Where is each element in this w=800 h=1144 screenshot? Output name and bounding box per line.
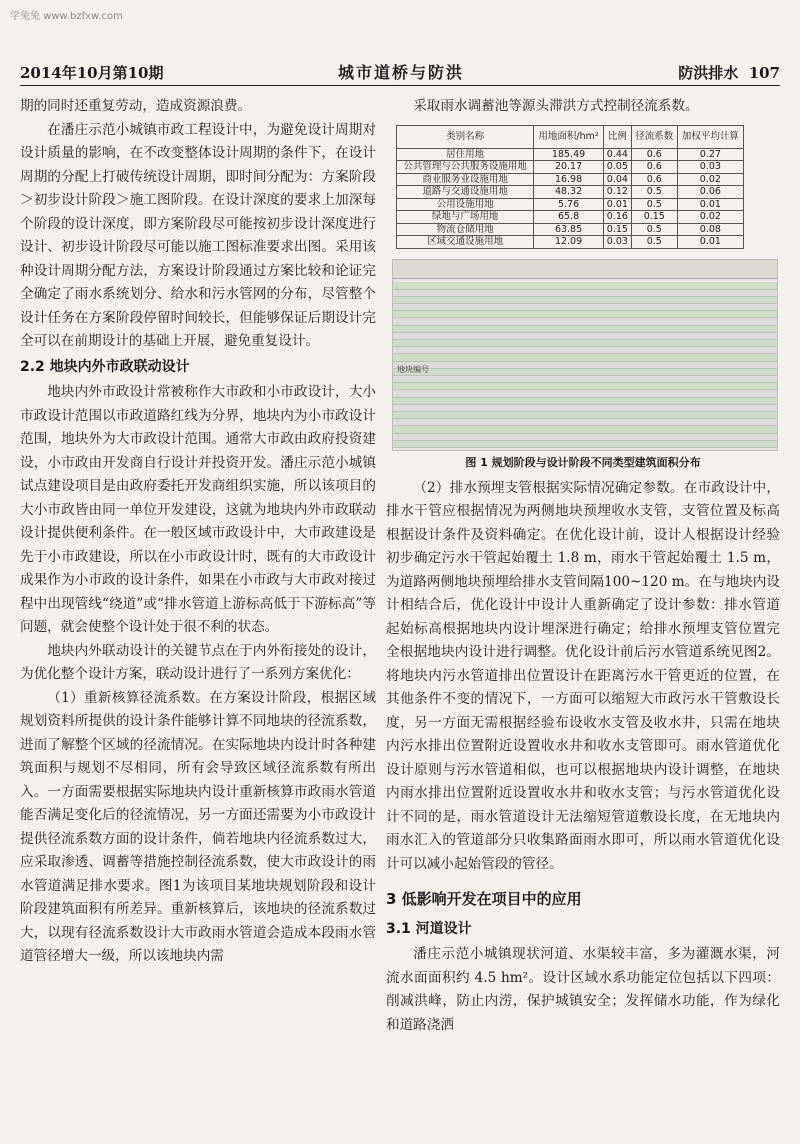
table-cell: 绿地与广场用地 — [397, 211, 534, 224]
right-column — [386, 95, 780, 1037]
paragraph: 地块内外联动设计的关键节点在于内外衔接处的设计，为优化整个设计方案，联动设计进行了一系列方案优化： — [20, 642, 376, 682]
page-number: 107 — [748, 64, 780, 82]
runoff-table — [396, 125, 744, 249]
journal-title: 城市道桥与防洪 — [338, 63, 465, 82]
column-header: 用地面积/hm² — [534, 125, 604, 148]
table-cell: 20.17 — [534, 161, 604, 174]
table-cell: 0.04 — [603, 173, 631, 186]
table-row — [397, 223, 744, 236]
table-row — [397, 198, 744, 211]
table-cell: 0.6 — [631, 148, 677, 161]
table-row — [397, 236, 744, 249]
table-cell: 物流仓储用地 — [397, 223, 534, 236]
table-cell: 185.49 — [534, 148, 604, 161]
table-cell: 居住用地 — [397, 148, 534, 161]
table-cell: 0.5 — [631, 223, 677, 236]
table-cell: 63.85 — [534, 223, 604, 236]
table-cell: 48.32 — [534, 186, 604, 199]
table-cell: 12.09 — [534, 236, 604, 249]
paragraph: 地块内外市政设计常被称作大市政和小市政设计，大小市政设计范围以市政道路红线为分界，地块内为小市政设计范围，地块外为大市政设计范围。通常大市政由政府投资建设，小市政由开发商自行设计并投资开发。潘庄示范小城镇试点建设项目是由政府委托开发商组织实施，所以该项目的大小市政皆由同一单位开发建设，这就为地块内外市政联动设计提供便利条件。在一般区域市政设计中，大市政建设是先于小市政建设，所以在小市政设计时，既有的大市政设计成果作为小市政的设计条件，如果在小市政与大市政对接过程中出现管线“绕道”或“排水管道上游标高低于下游标高”等问题，就会使整个设计处于很不利的状态。 — [20, 384, 376, 635]
figure-caption: 图 1 规划阶段与设计阶段不同类型建筑面积分布 — [465, 455, 701, 469]
column-header: 加权平均计算 — [677, 125, 743, 148]
table-cell: 0.01 — [603, 198, 631, 211]
table-cell: 0.06 — [677, 186, 743, 199]
paragraph: 潘庄示范小城镇现状河道、水渠较丰富，多为灌溉水渠，河流水面面积约 4.5 hm²。设计区域水系功能定位包括以下四项：削减洪峰，防止内涝，保护城镇安全；发挥储水功能，作为绿化和道路浇洒 — [386, 946, 780, 1033]
subsection-heading: 3.1 河道设计 — [386, 920, 472, 937]
paragraph: 期的同时还重复劳动，造成资源浪费。 — [20, 98, 252, 114]
table-cell: 0.03 — [677, 161, 743, 174]
table-cell: 0.16 — [603, 211, 631, 224]
table-row — [397, 148, 744, 161]
table-row — [397, 173, 744, 186]
column-header: 比例 — [603, 125, 631, 148]
section-heading: 2.2 地块内外市政联动设计 — [20, 358, 190, 375]
table-cell: 0.5 — [631, 186, 677, 199]
table-row — [397, 161, 744, 174]
table-cell: 0.15 — [631, 211, 677, 224]
table-cell: 0.12 — [603, 186, 631, 199]
table-cell: 0.05 — [603, 161, 631, 174]
left-column — [20, 95, 376, 969]
watermark: 学兔兔 www.bzfxw.com — [10, 11, 123, 22]
table-cell: 0.08 — [677, 223, 743, 236]
table-cell: 商业服务业设施用地 — [397, 173, 534, 186]
paragraph: （1）重新核算径流系数。在方案设计阶段，根据区域规划资料所提供的设计条件能够计算不同地块的径流系数，进而了解整个区域的径流情况。在实际地块内设计时各种建筑面积与规划不尽相同，所有会导致区域径流系数有所出入。一方面需要根据实际地块内设计重新核算市政雨水管道能否满足变化后的径流情况，另一方面还需要为小市政设计提供径流系数方面的设计条件，倘若地块内径流系数过大，应采取渗透、调蓄等措施控制径流系数，使大市政设计的雨水管道满足排水要求。图1为该项目某地块规划阶段和设计阶段建筑面积有所差异。重新核算后，该地块的径流系数过大，以现有径流系数设计大市政雨水管道会造成本段雨水管道管径增大一级，所以该地块内需 — [20, 689, 376, 964]
table-cell: 65.8 — [534, 211, 604, 224]
table-cell: 公用设施用地 — [397, 198, 534, 211]
paragraph: 采取雨水调蓄池等源头滞洪方式控制径流系数。 — [413, 98, 699, 114]
column-header: 类别名称 — [397, 125, 534, 148]
table-cell: 16.98 — [534, 173, 604, 186]
table-cell: 公共管理与公共服务设施用地 — [397, 161, 534, 174]
table-cell: 0.02 — [677, 173, 743, 186]
table-cell: 0.15 — [603, 223, 631, 236]
table-row — [397, 186, 744, 199]
table-cell: 0.27 — [677, 148, 743, 161]
table-cell: 0.01 — [677, 236, 743, 249]
table-cell: 道路与交通设施用地 — [397, 186, 534, 199]
table-cell: 0.5 — [631, 236, 677, 249]
section-label: 防洪排水 — [678, 64, 739, 82]
table-cell: 0.01 — [677, 198, 743, 211]
table-cell: 0.5 — [631, 198, 677, 211]
table-cell: 0.44 — [603, 148, 631, 161]
section-page — [678, 62, 780, 83]
table-cell: 0.6 — [631, 173, 677, 186]
table-cell: 0.02 — [677, 211, 743, 224]
issue-label: 2014年10月第10期 — [20, 64, 164, 82]
page-header — [20, 58, 780, 84]
table-cell: 0.6 — [631, 161, 677, 174]
figure-1-image — [392, 259, 778, 451]
header-rule — [20, 85, 780, 86]
table-header-row — [397, 125, 744, 148]
table-row — [397, 211, 744, 224]
table-cell: 区域交通设施用地 — [397, 236, 534, 249]
table-cell: 0.03 — [603, 236, 631, 249]
figure-row-label: 地块编号 — [397, 364, 429, 374]
paragraph: 在潘庄示范小城镇市政工程设计中，为避免设计周期对设计质量的影响，在不改变整体设计周期的条件下，在设计周期的分配上打破传统设计周期，即时间分配为：方案阶段＞初步设计阶段＞施工图阶段。在设计深度的要求上加深每个阶段的设计深度，即方案阶段尽可能按初步设计深度进行设计、初步设计阶段尽可能以施工图标准要求出图。采用该种设计周期分配方法，方案设计阶段通过方案比较和论证完全确定了雨水系统划分、给水和污水管网的分布，尽管整个设计任务在方案阶段停留时间较长，但能够保证后期设计完全可以在前期设计的基础上开展，避免重复设计。 — [20, 121, 376, 349]
paragraph: （2）排水预埋支管根据实际情况确定参数。在市政设计中，排水干管应根据情况为两侧地块预埋收水支管，支管位置及标高根据设计条件及资料确定。在优化设计前，设计人根据设计经验初步确定污水干管起始覆土 1.8 m，雨水干管起始覆土 1.5 m，为道路两侧地块预埋给排水支管间隔100~120 m。在与地块内设计相结合后，优化设计中设计人重新确定了设计参数：排水管道起始标高根据地块内设计埋深进行确定；给排水预埋支管位置完全根据地块内设计进行调整。优化设计前后污水管道系统见图2。将地块内污水管道排出位置设计在距离污水干管更近的位置，在其他条件不变的情况下，一方面可以缩短大市政污水干管敷设长度，另一方面无需根据经验布设收水支管及收水井，只需在地块内污水排出位置附近设置收水井和收水支管即可。雨水管道优化设计原则与污水管道相似，也可以根据地块内设计调整，在地块内雨水排出位置附近设置收水井和收水支管；与污水管道优化设计不同的是，雨水管道设计无法缩短管道敷设长度，在无地块内雨水汇入的管道部分只收集路面雨水即可，所以雨水管道优化设计可以减小起始管段的管径。 — [386, 479, 780, 872]
table-cell: 5.76 — [534, 198, 604, 211]
figure-table-header — [393, 260, 777, 279]
figure-row — [393, 440, 777, 448]
column-header: 径流系数 — [631, 125, 677, 148]
section-heading: 3 低影响开发在项目中的应用 — [386, 890, 582, 908]
